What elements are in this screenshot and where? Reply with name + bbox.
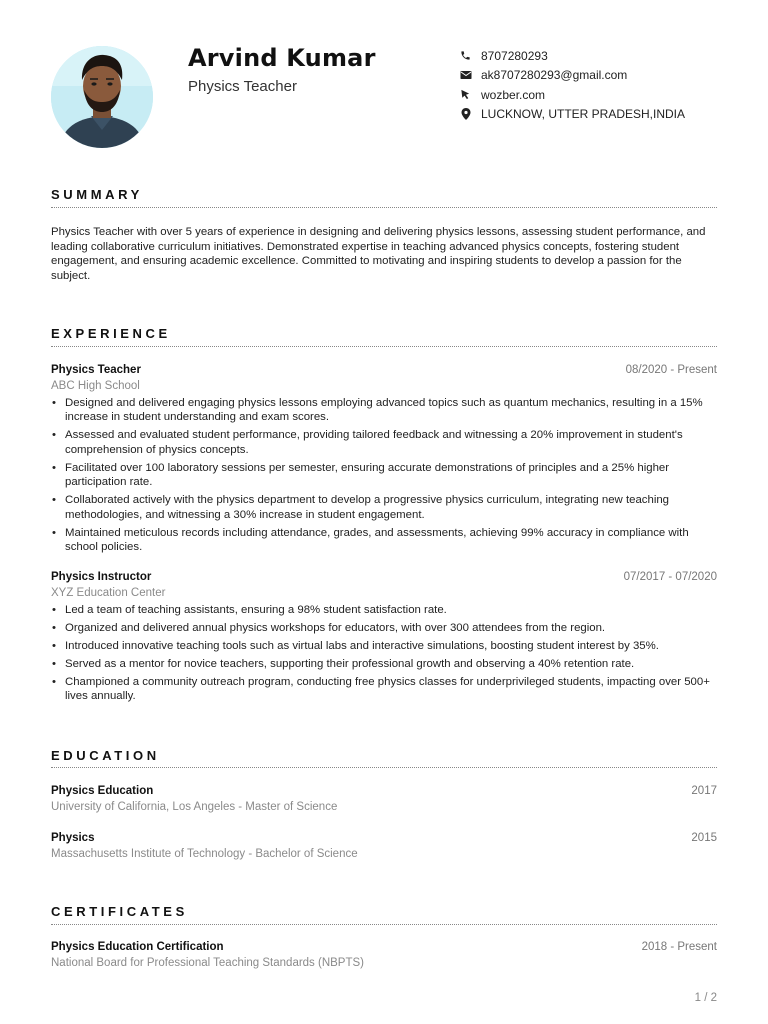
education-divider xyxy=(51,767,717,768)
job-dates: 07/2017 - 07/2020 xyxy=(623,571,717,583)
job-entry xyxy=(51,571,717,707)
certificate-entry xyxy=(51,941,717,971)
job-entry xyxy=(51,364,717,558)
contact-location xyxy=(459,105,685,125)
job-bullet: • Facilitated over 100 laboratory sessions per semester, ensuring accurate demonstrations of principles and a 25% higher participation rate. xyxy=(51,461,717,490)
certificates-heading: CERTIFICATES xyxy=(51,904,188,919)
job-bullet: • Led a team of teaching assistants, ensuring a 98% student satisfaction rate. xyxy=(51,603,717,617)
job-bullet: • Maintained meticulous records including attendance, grades, and assessments, achieving 99% accuracy in compliance with school policies. xyxy=(51,526,717,555)
certificate-issuer: National Board for Professional Teaching Standards (NBPTS) xyxy=(51,957,365,969)
experience-divider xyxy=(51,346,717,347)
contact-phone xyxy=(459,46,685,66)
job-bullet: • Organized and delivered annual physics workshops for educators, with over 300 attendees from the region. xyxy=(51,621,717,635)
contact-website xyxy=(459,85,685,105)
job-bullets xyxy=(51,396,717,554)
job-bullet: • Designed and delivered engaging physics lessons employing advanced topics such as quantum mechanics, resulting in a 15% increase in student understanding and exam scores. xyxy=(51,396,717,425)
education-detail: Massachusetts Institute of Technology - Bachelor of Science xyxy=(51,848,358,860)
summary-heading: SUMMARY xyxy=(51,187,143,202)
certificate-dates: 2018 - Present xyxy=(641,941,717,953)
job-bullet: • Assessed and evaluated student performance, providing tailored feedback and witnessing a 20% improvement in student's comprehension of physics concepts. xyxy=(51,428,717,457)
job-dates: 08/2020 - Present xyxy=(625,364,717,376)
candidate-name: Arvind Kumar xyxy=(188,44,376,72)
job-title: Physics Instructor xyxy=(51,571,152,583)
job-bullet: • Championed a community outreach program, conducting free physics classes for underprivileged students, impacting over 500+ lives annually. xyxy=(51,675,717,704)
job-organization: ABC High School xyxy=(51,380,140,392)
education-field: Physics Education xyxy=(51,785,154,797)
contact-email xyxy=(459,66,685,86)
education-detail: University of California, Los Angeles - Master of Science xyxy=(51,801,338,813)
contact-website-text[interactable]: wozber.com xyxy=(481,87,546,102)
job-bullet: • Introduced innovative teaching tools such as virtual labs and interactive simulations, boosting student interest by 35%. xyxy=(51,639,717,653)
contact-location-text: LUCKNOW, UTTER PRADESH,INDIA xyxy=(481,107,686,122)
contact-email-text[interactable]: ak8707280293@gmail.com xyxy=(481,68,628,83)
certificates-divider xyxy=(51,924,717,925)
phone-icon xyxy=(459,49,472,62)
candidate-title: Physics Teacher xyxy=(188,78,297,95)
page-number: 1 / 2 xyxy=(694,992,717,1004)
education-entry xyxy=(51,785,717,815)
certificate-name: Physics Education Certification xyxy=(51,941,224,953)
mail-icon xyxy=(459,69,472,82)
education-year: 2017 xyxy=(691,785,717,797)
summary-divider xyxy=(51,207,717,208)
job-bullet: • Served as a mentor for novice teachers, supporting their professional growth and observing a 40% retention rate. xyxy=(51,657,717,671)
experience-heading: EXPERIENCE xyxy=(51,326,171,341)
location-pin-icon xyxy=(459,108,472,121)
education-heading: EDUCATION xyxy=(51,748,160,763)
job-bullet: • Collaborated actively with the physics department to develop a progressive physics curriculum, integrating new teaching methodologies, and witnessing a 30% increase in student engagement. xyxy=(51,493,717,522)
contact-list xyxy=(459,46,685,124)
education-entry xyxy=(51,832,717,862)
profile-photo xyxy=(51,46,153,148)
job-organization: XYZ Education Center xyxy=(51,587,166,599)
education-year: 2015 xyxy=(691,832,717,844)
education-field: Physics xyxy=(51,832,95,844)
job-bullets xyxy=(51,603,717,704)
cursor-icon xyxy=(459,88,472,101)
job-title: Physics Teacher xyxy=(51,364,141,376)
summary-text: Physics Teacher with over 5 years of experience in designing and delivering physics lessons, assessing student performance, and leading collaborative curriculum initiatives. Demonstrated expertise in teaching advanced physics concepts, fostering student engagement, and ensuring academic excellence. Committed to motivating and inspiring students to develop a passion for the subject. xyxy=(51,226,706,282)
contact-phone-text: 8707280293 xyxy=(481,48,548,63)
